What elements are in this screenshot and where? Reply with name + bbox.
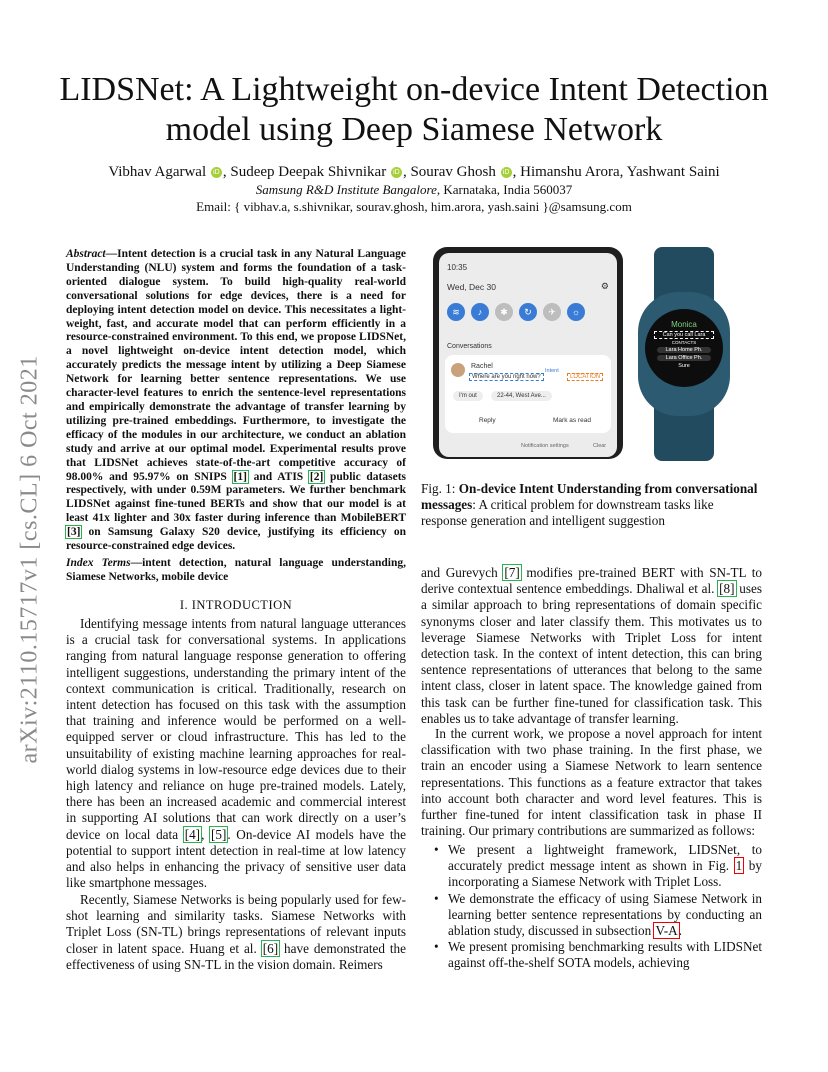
- affiliation: [60, 182, 768, 198]
- smart-reply-chip[interactable]: I'm out: [453, 391, 483, 401]
- arxiv-identifier: arXiv:2110.15717v1 [cs.CL] 6 Oct 2021: [16, 355, 43, 764]
- mark-as-read-button[interactable]: Mark as read: [553, 417, 591, 424]
- sync-icon[interactable]: ↻: [519, 303, 537, 321]
- list-item: [421, 891, 762, 940]
- index-terms-label: Index Terms: [66, 557, 131, 569]
- sender-name: Rachel: [471, 363, 493, 370]
- citation-link[interactable]: [4]: [184, 826, 201, 842]
- author-name: Himanshu Arora, Yashwant Saini: [520, 164, 720, 180]
- figure-link[interactable]: 1: [735, 858, 743, 874]
- flashlight-icon[interactable]: ☼: [567, 303, 585, 321]
- orcid-icon[interactable]: iD: [391, 167, 402, 178]
- message-text: Where are you right now?: [469, 373, 544, 381]
- index-terms: [66, 557, 406, 585]
- author-list: Vibhav Agarwal iD , Sudeep Deepak Shivnikar iD , Sourav Ghosh iD , Himanshu Arora, Yashwant Saini: [108, 164, 720, 180]
- watch-option[interactable]: Sure: [678, 363, 690, 369]
- airplane-icon[interactable]: ✈: [543, 303, 561, 321]
- watch-option[interactable]: Lara Office Ph.: [657, 355, 711, 361]
- watch-message: Can you call Lara: [654, 331, 714, 339]
- status-date: Wed, Dec 30: [447, 282, 496, 292]
- paragraph-text: . On-device AI models have the potential to support intent detection in real-time at low latency and also helps in enhancing the privacy of sensitive user data like smartphone messages.: [66, 826, 406, 891]
- phone-mockup: [433, 247, 623, 459]
- figure-caption: [421, 481, 762, 530]
- phone-screen: [439, 253, 617, 457]
- list-item-text: We demonstrate the efficacy of using Siamese Network in learning better sentence representations by conducting an ablation study, discussed in subsection: [448, 890, 762, 939]
- abstract-text: on Samsung Galaxy S20 device, justifying its efficiency on resource-constrained edge devices.: [66, 526, 406, 553]
- abstract-text: and ATIS: [247, 470, 309, 483]
- smartwatch-mockup: [638, 292, 730, 416]
- caption-label: Fig. 1:: [421, 481, 459, 496]
- list-item: • We present promising benchmarking results with LIDSNet against off-the-shelf SOTA models, achieving: [421, 939, 762, 971]
- affiliation-place: , Karnataka, India 560037: [436, 182, 573, 197]
- intent-value: LOCATION: [567, 373, 603, 381]
- citation-link[interactable]: [8]: [719, 581, 735, 597]
- abstract-label: Abstract: [66, 248, 106, 260]
- affiliation-org: Samsung R&D Institute Bangalore: [255, 182, 437, 197]
- notification-settings-link[interactable]: Notification settings: [521, 443, 569, 449]
- paragraph: [66, 892, 406, 973]
- section-link[interactable]: V-A: [655, 923, 678, 939]
- author-emails: Email: { vibhav.a, s.shivnikar, sourav.ghosh, him.arora, yash.saini }@samsung.com: [196, 199, 632, 214]
- watch-option[interactable]: Lara Home Ph.: [657, 347, 711, 353]
- paragraph: [421, 565, 762, 727]
- citation-link[interactable]: [3]: [67, 526, 81, 539]
- paragraph-text: modifies pre-trained BERT with SN-TL to derive contextual sentence embeddings. Dhaliwal et al.: [421, 565, 762, 597]
- paragraph-text: have demonstrated the effectiveness of using SN-TL in the vision domain. Reimers: [66, 940, 406, 972]
- citation-link[interactable]: [1]: [233, 470, 247, 483]
- status-time: 10:35: [447, 263, 468, 272]
- citation-link[interactable]: [2]: [309, 470, 324, 483]
- watch-intent-tag: CONTACTS: [671, 340, 697, 345]
- location-chip[interactable]: 22-44, West Ave...: [491, 391, 552, 401]
- quick-settings: [447, 303, 591, 321]
- author-name: Vibhav Agarwal: [108, 164, 207, 180]
- paragraph-text: Recently, Siamese Networks is being popularly used for few-shot learning and similarity tasks. Siamese Networks with Triplet Loss (SN-TL) brings representations of relevant inputs closer in latent space. Huang et al.: [66, 892, 406, 956]
- paragraph-text: and Gurevych: [421, 565, 504, 580]
- watch-contact-name: Monica: [671, 320, 697, 329]
- bluetooth-icon[interactable]: ✱: [495, 303, 513, 321]
- paragraph: In the current work, we propose a novel approach for intent classification with two phase training. In the first phase, we train an encoder using a Siamese Network to learn sentence representations. This functions as a feature extractor that takes into account both character and word level features. This is further fine-tuned for intent classification task in phase II training. Our primary contributions are summarized as follows:: [421, 726, 762, 839]
- abstract-text: —Intent detection is a crucial task in any Natural Language Understanding (NLU) system and forms the foundation of a task-oriented dialogue system. To build high-quality real-world conversational solutions for edge devices, there is a need for deploying intent detection model on device. This necessitates a light-weight, fast, and accurate model that can perform efficiently in a resource-constrained environment. To this end, we propose LIDSNet, a novel lightweight on-device intent detection model, which accurately predicts the message intent by utilizing a Deep Siamese Network for learning better sentence representations. We use character-level features to enrich the sentence-level representations and empirically demonstrate the advantage of transfer learning by utilizing pre-trained embeddings. Furthermore, to investigate the efficacy of the modules in our architecture, we conduct an ablation study and arrive at our optimal model. Experimental results prove that LIDSNet achieves state-of-the-art competitive accuracy of 98.00% and 95.97% on SNIPS: [66, 248, 406, 483]
- citation-link[interactable]: [6]: [262, 940, 279, 956]
- author-name: Sourav Ghosh: [410, 164, 496, 180]
- notification-card[interactable]: [445, 355, 611, 433]
- clear-link[interactable]: Clear: [593, 443, 607, 449]
- conversations-label: Conversations: [447, 343, 492, 350]
- list-item-text: .: [678, 923, 682, 939]
- sound-icon[interactable]: ♪: [471, 303, 489, 321]
- watch-face: [645, 309, 723, 387]
- author-name: Sudeep Deepak Shivnikar: [230, 164, 387, 180]
- abstract-text: public datasets respectively, with under 0.59M parameters. We further benchmark LIDSNet against fine-tuned BERTs and show that our model is at least 41x lighter and 30x faster during inference than MobileBERT: [66, 470, 407, 525]
- avatar: [451, 363, 465, 377]
- paragraph-text: Identifying message intents from natural language utterances is a crucial task for conversational systems. In applications ranging from natural language response generation to offering intelligent suggestions, understanding the primary intent of the context communication is critical. Traditionally, research on intent detection has focused on this task with the assumption that training and inference would be performed on a well-equipped server or cloud infrastructure. This has led to the unsuitability of existing machine learning approaches for real-world dialog systems in low-resource edge devices due to their high latency and reliance on huge pre-trained models. Lately, there has been an increased academic and commercial interest in supporting AI solutions that can work directly on a user’s device on local data: [66, 616, 406, 842]
- orcid-icon[interactable]: iD: [501, 167, 512, 178]
- index-terms-text: —intent detection, natural language understanding, Siamese Networks, mobile device: [66, 557, 406, 583]
- intent-label: Intent: [545, 368, 559, 374]
- paper-title: LIDSNet: A Lightweight on-device Intent Detection model using Deep Siamese Network: [59, 71, 769, 148]
- list-item-text: We present a lightweight framework, LIDSNet, to accurately predict message intent as shown in Fig.: [448, 842, 762, 874]
- caption-title: On-device Intent Understanding from conversational messages: [421, 481, 758, 513]
- gear-icon[interactable]: ⚙: [600, 281, 609, 291]
- section-heading: I. INTRODUCTION: [179, 598, 293, 612]
- list-item: [421, 842, 762, 891]
- citation-link[interactable]: [5]: [211, 826, 227, 842]
- citation-link[interactable]: [7]: [504, 565, 520, 580]
- abstract: [66, 248, 406, 554]
- reply-button[interactable]: Reply: [479, 417, 496, 424]
- paragraph-text: uses a similar approach to bring representations of domain specific synonyms closer and later classify them. This motivates us to leverage Siamese Networks with Triplet Loss for intent detection task. In the context of intent detection, this can bring sentence representations of utterances that belong to the same intent class, closer in latent space. The knowledge gained from this task can be further fine-tuned for classification task. This enables us to take advantage of transfer learning.: [421, 581, 762, 726]
- wifi-icon[interactable]: ≋: [447, 303, 465, 321]
- contributions-list: [421, 842, 762, 972]
- caption-text: : A critical problem for downstream tasks like response generation and intelligent suggestion: [421, 497, 714, 529]
- orcid-icon[interactable]: iD: [211, 167, 222, 178]
- paragraph-text: ,: [201, 826, 210, 842]
- figure-1: [421, 247, 766, 465]
- paragraph: [66, 616, 406, 891]
- list-item-text: by incorporating a Siamese Network with Triplet Loss.: [448, 858, 762, 890]
